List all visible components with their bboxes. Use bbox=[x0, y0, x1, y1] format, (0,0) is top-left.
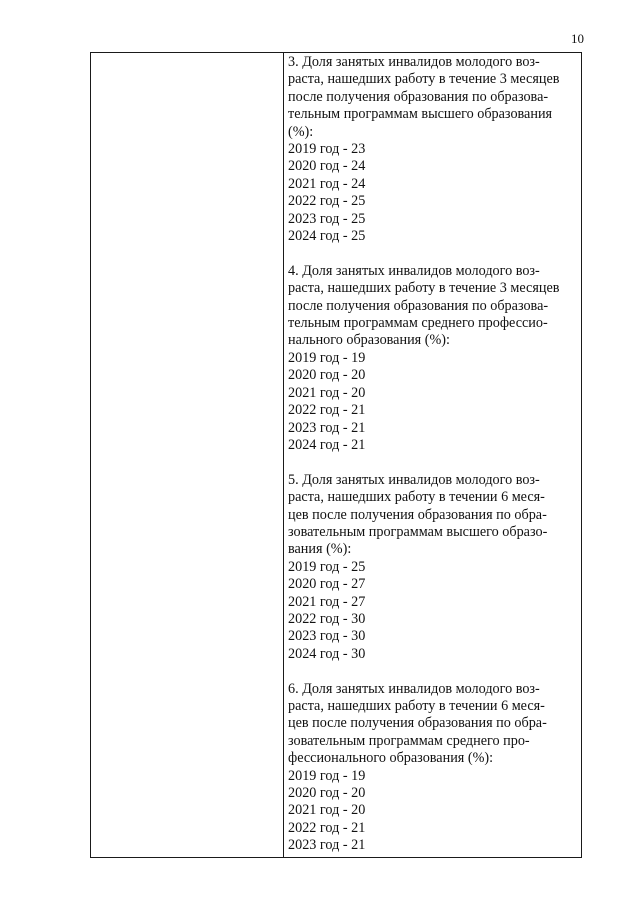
indicator-heading-line: раста, нашедших работу в течение 3 месяцев bbox=[288, 280, 560, 297]
year-value: 2019 год - 25 bbox=[288, 558, 366, 575]
indicator-heading-line: зовательным программам среднего про- bbox=[288, 732, 530, 749]
year-value: 2024 год - 25 bbox=[288, 228, 366, 245]
year-value: 2024 год - 30 bbox=[288, 645, 366, 662]
year-value: 2019 год - 23 bbox=[288, 141, 366, 158]
year-value: 2019 год - 19 bbox=[288, 767, 366, 784]
indicator-heading-line: тельным программам высшего образования bbox=[288, 106, 553, 123]
year-value: 2024 год - 21 bbox=[288, 436, 366, 453]
indicator-block-6 bbox=[288, 681, 577, 855]
year-value: 2023 год - 21 bbox=[288, 419, 366, 436]
page-number: 10 bbox=[571, 31, 584, 46]
indicator-heading-line: раста, нашедших работу в течение 3 месяцев bbox=[288, 71, 560, 88]
indicator-heading-line: раста, нашедших работу в течении 6 меся- bbox=[288, 489, 545, 506]
year-value: 2022 год - 30 bbox=[288, 610, 366, 627]
indicator-heading-line: зовательным программам высшего образо- bbox=[288, 523, 548, 540]
indicator-heading-line: вания (%): bbox=[288, 541, 352, 558]
year-value: 2020 год - 20 bbox=[288, 785, 366, 802]
indicator-heading-line: фессионального образования (%): bbox=[288, 750, 494, 767]
indicator-heading-line: цев после получения образования по обра- bbox=[288, 506, 547, 523]
indicator-heading-line: раста, нашедших работу в течении 6 меся- bbox=[288, 697, 545, 714]
year-value: 2020 год - 20 bbox=[288, 367, 366, 384]
indicator-heading-line: 6. Доля занятых инвалидов молодого воз- bbox=[288, 680, 540, 697]
table-right-column bbox=[284, 53, 581, 857]
indicator-heading-line: после получения образования по образова- bbox=[288, 297, 549, 314]
indicator-heading-line: 3. Доля занятых инвалидов молодого воз- bbox=[288, 54, 540, 70]
year-value: 2022 год - 21 bbox=[288, 402, 366, 419]
indicator-block-4 bbox=[288, 263, 577, 454]
year-value: 2021 год - 20 bbox=[288, 384, 366, 401]
year-value: 2019 год - 19 bbox=[288, 349, 366, 366]
year-value: 2022 год - 21 bbox=[288, 819, 366, 836]
year-value: 2023 год - 30 bbox=[288, 628, 366, 645]
year-value: 2023 год - 25 bbox=[288, 210, 366, 227]
indicator-heading-line: цев после получения образования по обра- bbox=[288, 715, 547, 732]
indicator-table bbox=[90, 52, 582, 858]
indicator-heading-line: тельным программам среднего профессио- bbox=[288, 315, 548, 332]
year-value: 2021 год - 24 bbox=[288, 175, 366, 192]
indicator-heading-line: после получения образования по образова- bbox=[288, 88, 549, 105]
indicator-heading-line: (%): bbox=[288, 123, 314, 140]
indicator-heading-line: нального образования (%): bbox=[288, 332, 450, 349]
year-value: 2021 год - 27 bbox=[288, 593, 366, 610]
year-value: 2020 год - 27 bbox=[288, 576, 366, 593]
year-value: 2022 год - 25 bbox=[288, 193, 366, 210]
table-left-column bbox=[91, 53, 284, 857]
year-value: 2023 год - 21 bbox=[288, 837, 366, 854]
indicator-heading-line: 4. Доля занятых инвалидов молодого воз- bbox=[288, 262, 540, 279]
indicator-heading-line: 5. Доля занятых инвалидов молодого воз- bbox=[288, 471, 540, 488]
year-value: 2021 год - 20 bbox=[288, 802, 366, 819]
indicator-block-5 bbox=[288, 472, 577, 663]
indicator-block-3 bbox=[288, 54, 577, 245]
year-value: 2020 год - 24 bbox=[288, 158, 366, 175]
